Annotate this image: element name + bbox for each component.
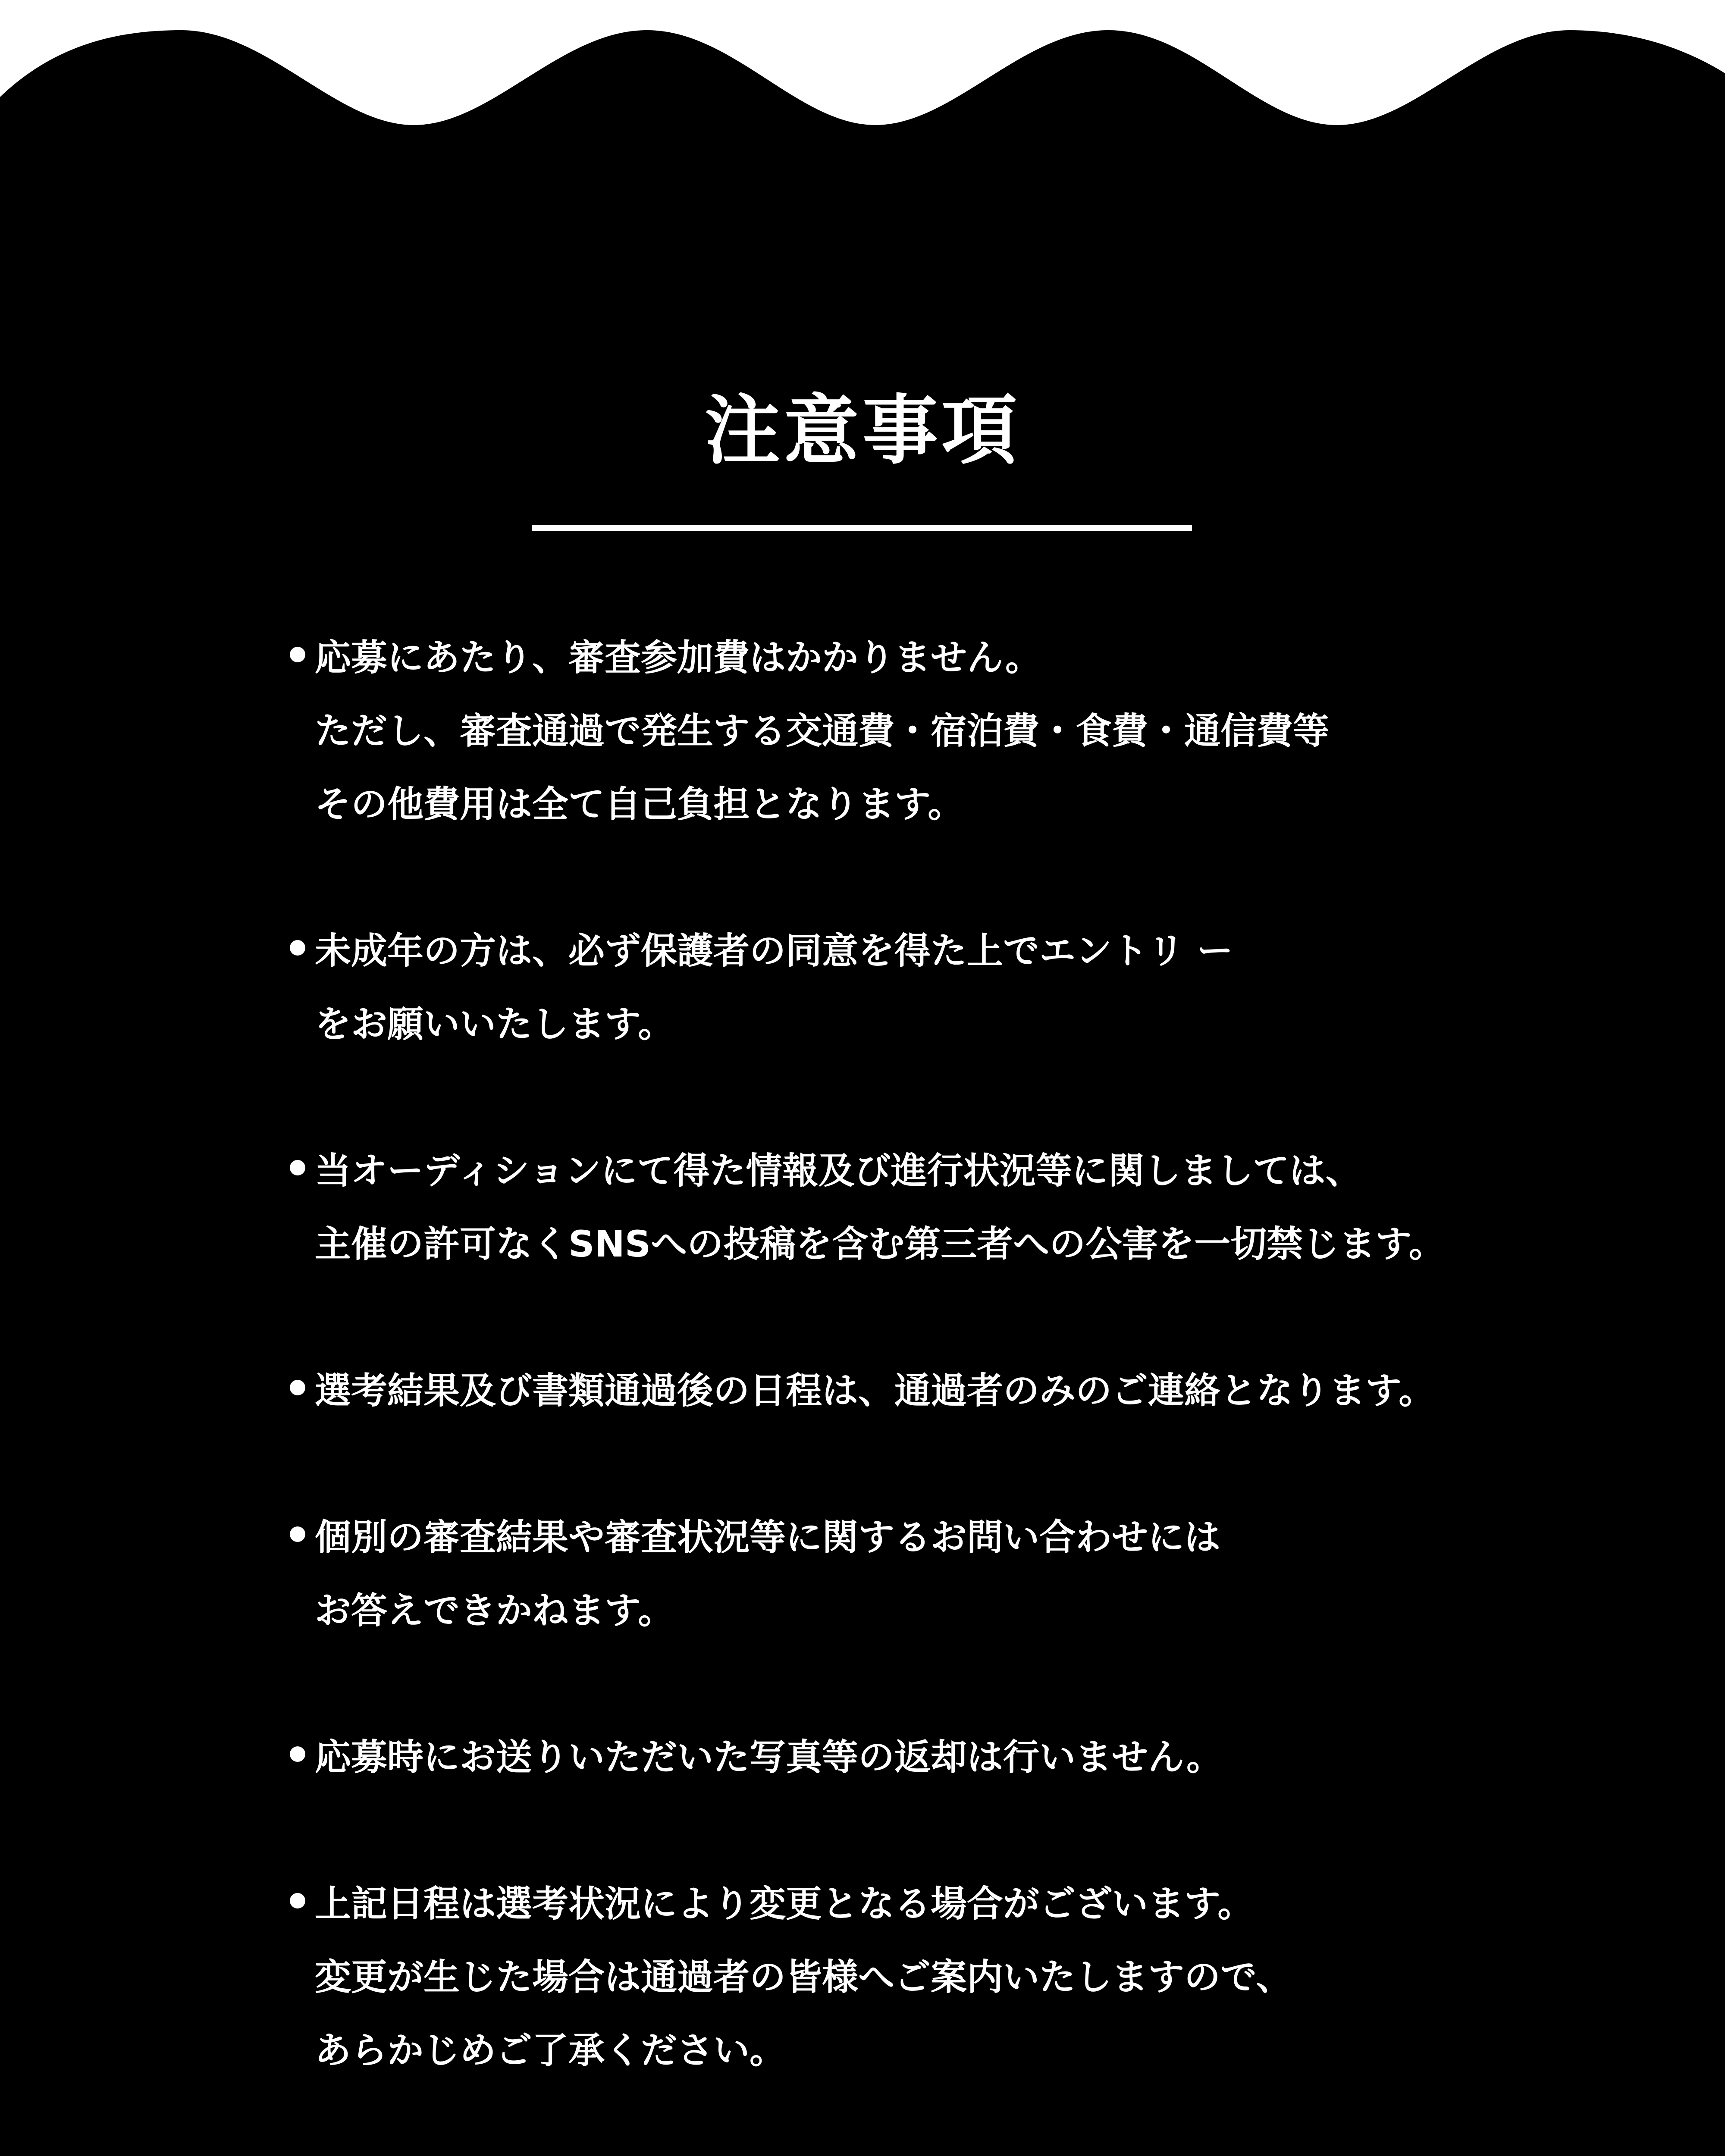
- bullet-dot-icon: [290, 940, 305, 956]
- page-title: 注意事項: [705, 387, 1020, 475]
- notice-line: 選考結果及び書類通過後の日程は、通過者のみのご連絡となります。: [315, 1369, 1435, 1412]
- notice-line: 変更が生じた場合は通過者の皆様へご案内いたしますので、: [315, 1956, 1292, 1998]
- notice-line: あらかじめご了承ください。: [315, 2029, 786, 2071]
- notice-list: [290, 621, 1627, 2156]
- notice-line: 応募にあたり、審査参加費はかかりません。: [315, 636, 1042, 679]
- notice-line: その他費用は全て自己負担となります。: [315, 783, 964, 825]
- notice-line: 主催の許可なくSNSへの投稿を含む第三者への公害を一切禁じます。: [315, 1223, 1445, 1265]
- bullet-dot-icon: [290, 1526, 305, 1542]
- notice-line: 当オーディションにて得た情報及び進行状況等に関しましては、: [315, 1150, 1362, 1192]
- title-underline: [532, 525, 1192, 531]
- notice-item: [290, 1501, 1627, 1647]
- notice-line: ただし、審査通過で発生する交通費・宿泊費・食費・通信費等: [315, 710, 1330, 752]
- notice-line: をお願いいたします。: [315, 1003, 674, 1045]
- notice-item: [290, 1134, 1627, 1281]
- notice-line: お答えできかねます。: [315, 1589, 674, 1632]
- bullet-dot-icon: [290, 1160, 305, 1175]
- notice-line: 未成年の方は、必ず保護者の同意を得た上でエントリ ー: [315, 930, 1233, 972]
- notice-item: [290, 1354, 1627, 1427]
- notice-line: 上記日程は選考状況により変更となる場合がございます。: [315, 1883, 1254, 1925]
- bullet-dot-icon: [290, 1893, 305, 1908]
- bullet-dot-icon: [290, 1746, 305, 1762]
- notice-item: [290, 1867, 1627, 2087]
- notice-line: 応募時にお送りいただいた写真等の返却は行いません。: [315, 1736, 1223, 1778]
- bullet-dot-icon: [290, 1380, 305, 1395]
- notice-item: [290, 914, 1627, 1061]
- notice-item: [290, 1720, 1627, 1794]
- notice-line: 個別の審査結果や審査状況等に関するお問い合わせには: [315, 1516, 1221, 1558]
- notice-item: [290, 621, 1627, 841]
- bullet-dot-icon: [290, 647, 305, 662]
